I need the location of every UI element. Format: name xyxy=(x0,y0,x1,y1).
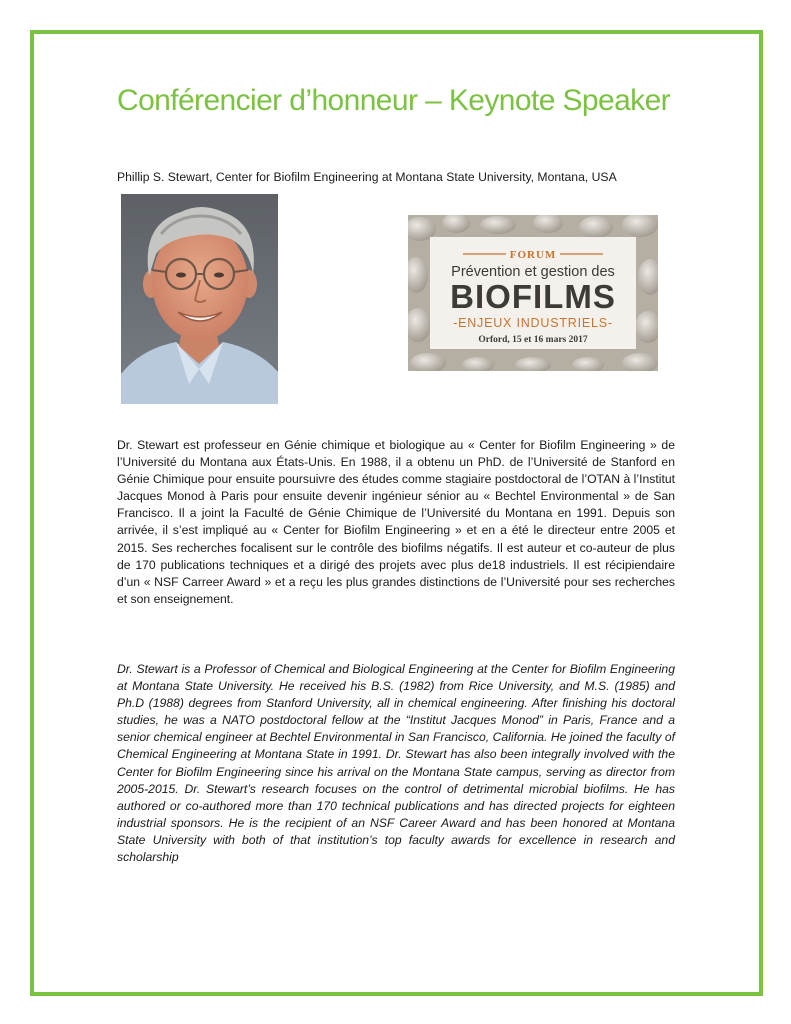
speaker-affiliation: Phillip S. Stewart, Center for Biofilm Engineering at Montana State University, Montana, USA xyxy=(117,170,617,184)
logo-enjeux-text: -ENJEUX INDUSTRIELS- xyxy=(453,316,613,330)
logo-biofilms-text: BIOFILMS xyxy=(450,278,616,315)
speaker-portrait xyxy=(121,194,278,404)
bio-english: Dr. Stewart is a Professor of Chemical and Biological Engineering at the Center for Biofilm Engineering at Montana State University. He received his B.S. (1982) from Rice University, and M.S. (1985) and Ph.D (1988) degrees from Stanford University, all in chemical engineering. After finishing his doctoral studies, he was a NATO postdoctoral fellow at the “Institut Jacques Monod” in Paris, France and a senior chemical engineer at Bechtel Environmental in San Francisco, California. He joined the faculty of Chemical Engineering at Montana State in 1991. Dr. Stewart has also been integrally involved with the Center for Biofilm Engineering since his arrival on the Montana State campus, serving as director from 2005-2015. Dr. Stewart’s research focuses on the control of detrimental microbial biofilms. He has authored or co-authored more than 170 technical publications and has directed projects for eighteen industrial sponsors. He is the recipient of an NSF Career Award and has been honored at Montana State University with both of that institution’s top faculty awards for excellence in research and scholarship xyxy=(117,662,675,865)
forum-logo xyxy=(408,215,658,371)
bio-french: Dr. Stewart est professeur en Génie chimique et biologique au « Center for Biofilm Engineering » de l’Université du Montana aux États-Unis. En 1988, il a obtenu un PhD. de l’Université de Stanford en Génie Chimique pour ensuite poursuivre des études comme stagiaire postdoctoral de l’OTAN à l’Institut Jacques Monod à Paris pour ensuite devenir ingénieur sénior au « Bechtel Environmental » de San Francisco. Il a joint la Faculté de Génie Chimique de l’Université du Montana en 1991. Depuis son arrivée, il s’est impliqué au « Center for Biofilm Engineering » et en a été le directeur entre 2005 et 2015. Ses recherches focalisent sur le contrôle des biofilms négatifs. Il est auteur et co-auteur de plus de 170 publications techniques et a dirigé des projets avec plus de18 industriels. Il est récipiendaire d’un « NSF Carreer Award » et a reçu les plus grandes distinctions de l’Université pour ses recherches et son enseignement. xyxy=(117,438,675,606)
logo-line1-text: Prévention et gestion des xyxy=(451,264,615,280)
logo-forum-text: FORUM xyxy=(509,249,557,261)
page-title: Conférencier d’honneur – Keynote Speaker xyxy=(117,84,671,117)
logo-date-text: Orford, 15 et 16 mars 2017 xyxy=(478,335,588,345)
